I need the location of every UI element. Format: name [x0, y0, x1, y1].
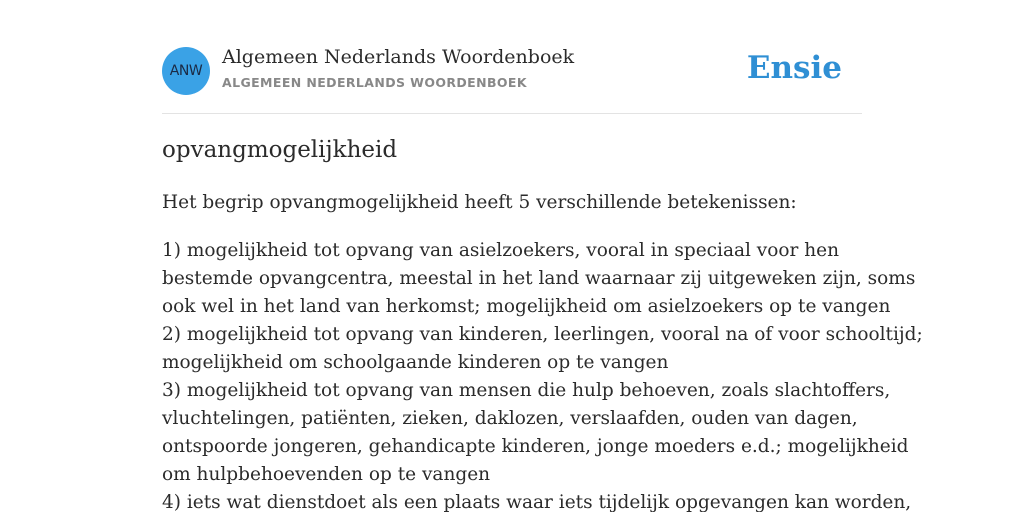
- meaning-line: vluchtelingen, patiënten, zieken, daklozen, verslaafden, ouden van dagen,: [162, 408, 858, 429]
- meaning-line: om hulpbehoevenden op te vangen: [162, 464, 491, 485]
- anw-logo[interactable]: ANW: [162, 47, 210, 95]
- source-subtitle: ALGEMEEN NEDERLANDS WOORDENBOEK: [222, 75, 527, 90]
- meaning-item: [162, 377, 909, 489]
- meaning-line: 1) mogelijkheid tot opvang van asielzoekers, vooral in speciaal voor hen: [162, 240, 840, 261]
- meaning-item: [162, 489, 912, 512]
- meaning-line: 2) mogelijkheid tot opvang van kinderen, leerlingen, vooral na of voor schooltijd;: [162, 324, 923, 345]
- entry-title: opvangmogelijkheid: [162, 137, 398, 163]
- meaning-line: ook wel in het land van herkomst; mogelijkheid om asielzoekers op te vangen: [162, 296, 891, 317]
- meaning-line: mogelijkheid om schoolgaande kinderen op te vangen: [162, 352, 669, 373]
- header: [162, 46, 862, 96]
- meanings-list: [162, 237, 923, 512]
- source-title[interactable]: Algemeen Nederlands Woordenboek: [222, 46, 575, 68]
- meaning-line: ontspoorde jongeren, gehandicapte kinderen, jonge moeders e.d.; mogelijkheid: [162, 436, 909, 457]
- ensie-logo[interactable]: Ensie: [746, 50, 842, 86]
- entry-intro: Het begrip opvangmogelijkheid heeft 5 verschillende betekenissen:: [162, 192, 797, 213]
- header-divider: [162, 113, 862, 114]
- meaning-line: bestemde opvangcentra, meestal in het land waarnaar zij uitgeweken zijn, soms: [162, 268, 916, 289]
- meaning-item: [162, 237, 916, 321]
- meaning-line: 4) iets wat dienstdoet als een plaats waar iets tijdelijk opgevangen kan worden,: [162, 492, 912, 512]
- meaning-item: [162, 321, 923, 377]
- meaning-line: 3) mogelijkheid tot opvang van mensen die hulp behoeven, zoals slachtoffers,: [162, 380, 891, 401]
